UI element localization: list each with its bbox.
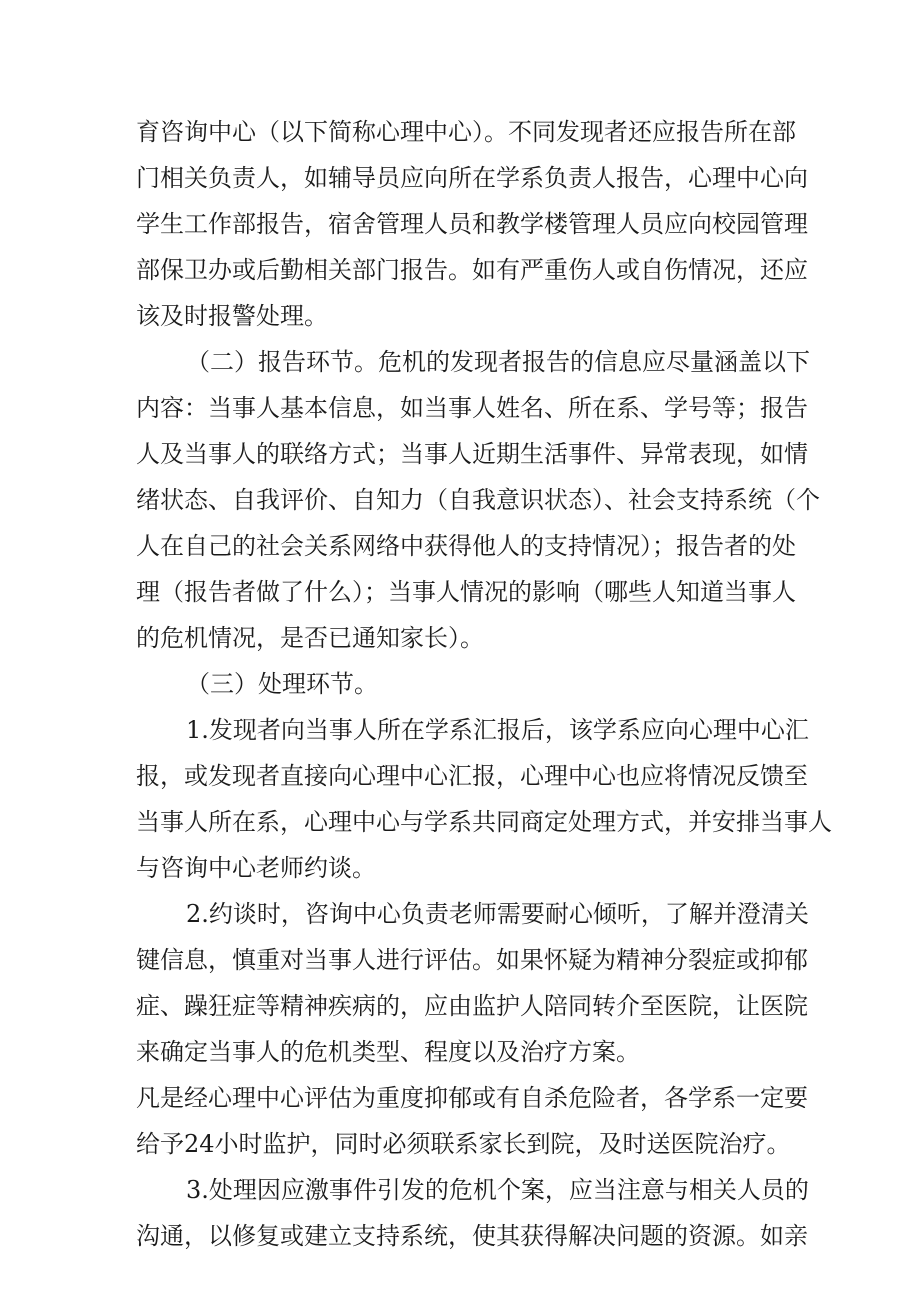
paragraph-line: 该及时报警处理。 <box>136 302 328 330</box>
paragraph-line: 1.发现者向当事人所在学系汇报后，该学系应向心理中心汇 <box>186 716 809 744</box>
paragraph-line: 的危机情况，是否已通知家长）。 <box>136 624 484 652</box>
paragraph-line: 与咨询中心老师约谈。 <box>136 854 376 882</box>
paragraph-line: 绪状态、自我评价、自知力（自我意识状态）、社会支持系统（个 <box>136 486 820 514</box>
paragraph-line: 理（报告者做了什么）；当事人情况的影响（哪些人知道当事人 <box>136 578 796 606</box>
paragraph-line: 2.约谈时，咨询中心负责老师需要耐心倾听，了解并澄清关 <box>186 900 809 928</box>
section-heading: （三）处理环节。 <box>186 670 378 698</box>
paragraph-line: 给予24小时监护，同时必须联系家长到院，及时送医院治疗。 <box>136 1130 791 1158</box>
paragraph-line: 当事人所在系，心理中心与学系共同商定处理方式，并安排当事人 <box>136 808 832 836</box>
paragraph-line: 来确定当事人的危机类型、程度以及治疗方案。 <box>136 1038 640 1066</box>
paragraph-line: 学生工作部报告，宿舍管理人员和教学楼管理人员应向校园管理 <box>136 210 808 238</box>
paragraph-line: 门相关负责人，如辅导员应向所在学系负责人报告，心理中心向 <box>136 164 808 192</box>
paragraph-line: （二）报告环节。危机的发现者报告的信息应尽量涵盖以下 <box>186 348 810 376</box>
paragraph-line: 3.处理因应激事件引发的危机个案，应当注意与相关人员的 <box>186 1176 809 1204</box>
paragraph-line: 凡是经心理中心评估为重度抑郁或有自杀危险者，各学系一定要 <box>136 1084 808 1112</box>
paragraph-line: 症、躁狂症等精神疾病的，应由监护人陪同转介至医院，让医院 <box>136 992 808 1020</box>
paragraph-line: 沟通，以修复或建立支持系统，使其获得解决问题的资源。如亲 <box>136 1222 808 1250</box>
paragraph-line: 键信息，慎重对当事人进行评估。如果怀疑为精神分裂症或抑郁 <box>136 946 808 974</box>
paragraph-line: 人在自己的社会关系网络中获得他人的支持情况）；报告者的处 <box>136 532 796 560</box>
paragraph-line: 报，或发现者直接向心理中心汇报，心理中心也应将情况反馈至 <box>136 762 808 790</box>
paragraph-line: 内容：当事人基本信息，如当事人姓名、所在系、学号等；报告 <box>136 394 808 422</box>
paragraph-line: 人及当事人的联络方式；当事人近期生活事件、异常表现，如情 <box>136 440 808 468</box>
paragraph-line: 育咨询中心（以下简称心理中心）。不同发现者还应报告所在部 <box>136 118 796 146</box>
paragraph-line: 部保卫办或后勤相关部门报告。如有严重伤人或自伤情况，还应 <box>136 256 808 284</box>
